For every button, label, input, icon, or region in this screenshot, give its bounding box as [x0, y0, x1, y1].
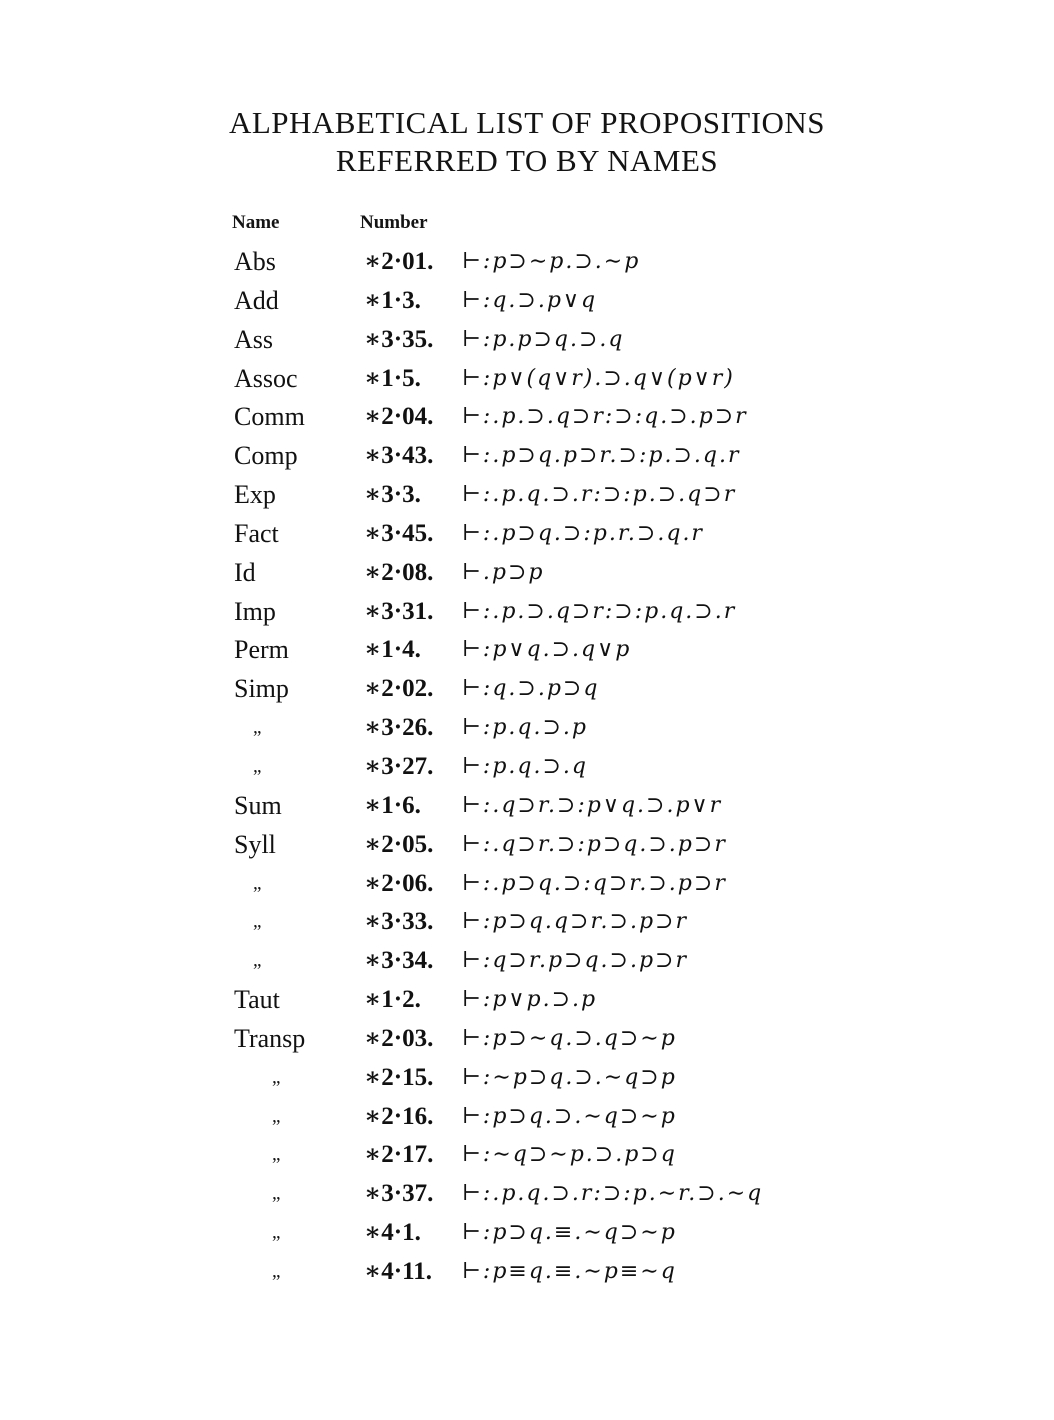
proposition-formula: ⊢.p⊃p	[462, 559, 545, 585]
proposition-name: Add	[234, 285, 279, 315]
title-line-2: REFERRED TO BY NAMES	[335, 143, 719, 178]
proposition-name: „	[253, 717, 262, 739]
table-row	[0, 321, 1054, 360]
proposition-name: Transp	[234, 1023, 306, 1053]
proposition-name: Comp	[234, 441, 298, 471]
table-row	[0, 1136, 1054, 1175]
proposition-number: ∗1·6.	[364, 791, 421, 819]
proposition-number: ∗2·04.	[364, 403, 434, 431]
proposition-name: „	[272, 1105, 281, 1127]
proposition-number: ∗3·33.	[364, 908, 434, 936]
table-row	[0, 1020, 1054, 1059]
column-header-number: Number	[360, 212, 428, 233]
column-header-name: Name	[232, 212, 280, 233]
proposition-formula: ⊢:.p.q.⊃.r:⊃:p.⊃.q⊃r	[462, 482, 737, 508]
proposition-formula: ⊢:p.q.⊃.q	[462, 753, 588, 779]
proposition-number: ∗3·34.	[364, 947, 434, 975]
proposition-formula: ⊢:p⊃q.⊃.∼q⊃∼p	[462, 1103, 677, 1129]
proposition-formula: ⊢:p∨p.⊃.p	[462, 987, 598, 1013]
proposition-number: ∗2·05.	[364, 830, 434, 858]
proposition-name: Syll	[234, 829, 276, 859]
table-row	[0, 1214, 1054, 1253]
proposition-number: ∗3·31.	[364, 597, 434, 625]
proposition-name: „	[272, 1260, 281, 1282]
table-row	[0, 593, 1054, 632]
table-row	[0, 1059, 1054, 1098]
proposition-formula: ⊢:p≡q.≡.∼p≡∼q	[462, 1258, 677, 1284]
table-row	[0, 360, 1054, 399]
proposition-name: Ass	[234, 324, 274, 354]
table-row	[0, 748, 1054, 787]
proposition-formula: ⊢:∼p⊃q.⊃.∼q⊃p	[462, 1064, 677, 1090]
table-row	[0, 437, 1054, 476]
proposition-name: Simp	[234, 674, 289, 704]
proposition-name: „	[272, 1222, 281, 1244]
proposition-name: Comm	[234, 402, 305, 432]
proposition-formula: ⊢:p.q.⊃.p	[462, 715, 588, 741]
proposition-name: Abs	[234, 247, 276, 276]
table-row	[0, 1098, 1054, 1137]
proposition-formula: ⊢:p⊃∼p.⊃.∼p	[462, 249, 641, 274]
proposition-number: ∗1·2.	[364, 986, 421, 1014]
proposition-number: ∗3·35.	[364, 325, 434, 353]
proposition-number: ∗3·37.	[364, 1180, 434, 1208]
proposition-number: ∗3·26.	[364, 714, 434, 742]
proposition-number: ∗1·5.	[364, 364, 421, 392]
proposition-name: „	[272, 1144, 281, 1166]
table-row	[0, 631, 1054, 670]
proposition-formula: ⊢:p⊃q.q⊃r.⊃.p⊃r	[462, 909, 688, 935]
proposition-formula: ⊢:p.p⊃q.⊃.q	[462, 326, 625, 352]
proposition-formula: ⊢:p∨q.⊃.q∨p	[462, 637, 632, 663]
table-row	[0, 1175, 1054, 1214]
proposition-formula: ⊢:q.⊃.p∨q	[462, 287, 598, 313]
proposition-number: ∗3·3.	[364, 481, 421, 509]
proposition-number: ∗4·11.	[364, 1257, 432, 1285]
proposition-formula: ⊢:p∨(q∨r).⊃.q∨(p∨r)	[462, 365, 735, 391]
proposition-number: ∗4·1.	[364, 1219, 421, 1247]
proposition-formula: ⊢:.p⊃q.⊃:q⊃r.⊃.p⊃r	[462, 870, 727, 896]
table-row	[0, 903, 1054, 942]
proposition-name: Imp	[234, 596, 276, 626]
proposition-formula: ⊢:.p.⊃.q⊃r:⊃:q.⊃.p⊃r	[462, 404, 748, 430]
proposition-formula: ⊢:p⊃q.≡.∼q⊃∼p	[462, 1220, 677, 1246]
proposition-name: „	[253, 755, 262, 777]
proposition-formula: ⊢:.p.q.⊃.r:⊃:p.∼r.⊃.∼q	[462, 1181, 764, 1207]
proposition-name: Assoc	[234, 363, 298, 393]
table-row	[0, 243, 1054, 282]
proposition-number: ∗2·16.	[364, 1102, 434, 1130]
proposition-number: ∗1·3.	[364, 286, 421, 314]
proposition-number: ∗2·06.	[364, 869, 434, 897]
proposition-name: Perm	[234, 635, 289, 665]
table-row	[0, 476, 1054, 515]
page-title	[0, 104, 1054, 180]
proposition-number: ∗3·43.	[364, 442, 434, 470]
proposition-name: Fact	[234, 518, 279, 548]
table-row	[0, 554, 1054, 593]
proposition-number: ∗3·45.	[364, 519, 434, 547]
table-row	[0, 787, 1054, 826]
proposition-formula: ⊢:q.⊃.p⊃q	[462, 676, 600, 702]
proposition-number: ∗2·15.	[364, 1063, 434, 1091]
proposition-name: „	[253, 950, 262, 972]
table-row	[0, 515, 1054, 554]
proposition-name: Taut	[234, 985, 280, 1015]
proposition-number: ∗2·08.	[364, 558, 434, 586]
proposition-formula: ⊢:.p⊃q.⊃:p.r.⊃.q.r	[462, 520, 704, 546]
proposition-name: „	[253, 872, 262, 894]
table-row	[0, 1253, 1054, 1292]
proposition-formula: ⊢:.p⊃q.p⊃r.⊃:p.⊃.q.r	[462, 443, 741, 469]
proposition-formula: ⊢:p⊃∼q.⊃.q⊃∼p	[462, 1025, 677, 1051]
proposition-formula: ⊢:.q⊃r.⊃:p⊃q.⊃.p⊃r	[462, 831, 727, 857]
proposition-formula: ⊢:∼q⊃∼p.⊃.p⊃q	[462, 1142, 677, 1168]
title-line-1: ALPHABETICAL LIST OF PROPOSITIONS	[228, 105, 826, 140]
table-row	[0, 942, 1054, 981]
proposition-name: „	[253, 911, 262, 933]
table-row	[0, 709, 1054, 748]
table-row	[0, 826, 1054, 865]
proposition-number: ∗1·4.	[364, 636, 421, 664]
proposition-name: „	[272, 1183, 281, 1205]
table-row	[0, 865, 1054, 904]
proposition-name: Id	[234, 557, 256, 587]
proposition-name: Sum	[234, 790, 282, 820]
proposition-name: Exp	[234, 480, 276, 510]
propositions-list	[0, 243, 1054, 1292]
proposition-name: „	[272, 1066, 281, 1088]
table-row	[0, 981, 1054, 1020]
proposition-number: ∗2·17.	[364, 1141, 434, 1169]
proposition-number: ∗2·02.	[364, 675, 434, 703]
proposition-number: ∗3·27.	[364, 752, 434, 780]
proposition-formula: ⊢:.q⊃r.⊃:p∨q.⊃.p∨r	[462, 792, 723, 818]
table-row	[0, 670, 1054, 709]
proposition-number: ∗2·03.	[364, 1024, 434, 1052]
proposition-formula: ⊢:q⊃r.p⊃q.⊃.p⊃r	[462, 948, 688, 974]
proposition-formula: ⊢:.p.⊃.q⊃r:⊃:p.q.⊃.r	[462, 598, 737, 624]
proposition-number: ∗2·01.	[364, 248, 434, 275]
table-row	[0, 282, 1054, 321]
table-row	[0, 398, 1054, 437]
